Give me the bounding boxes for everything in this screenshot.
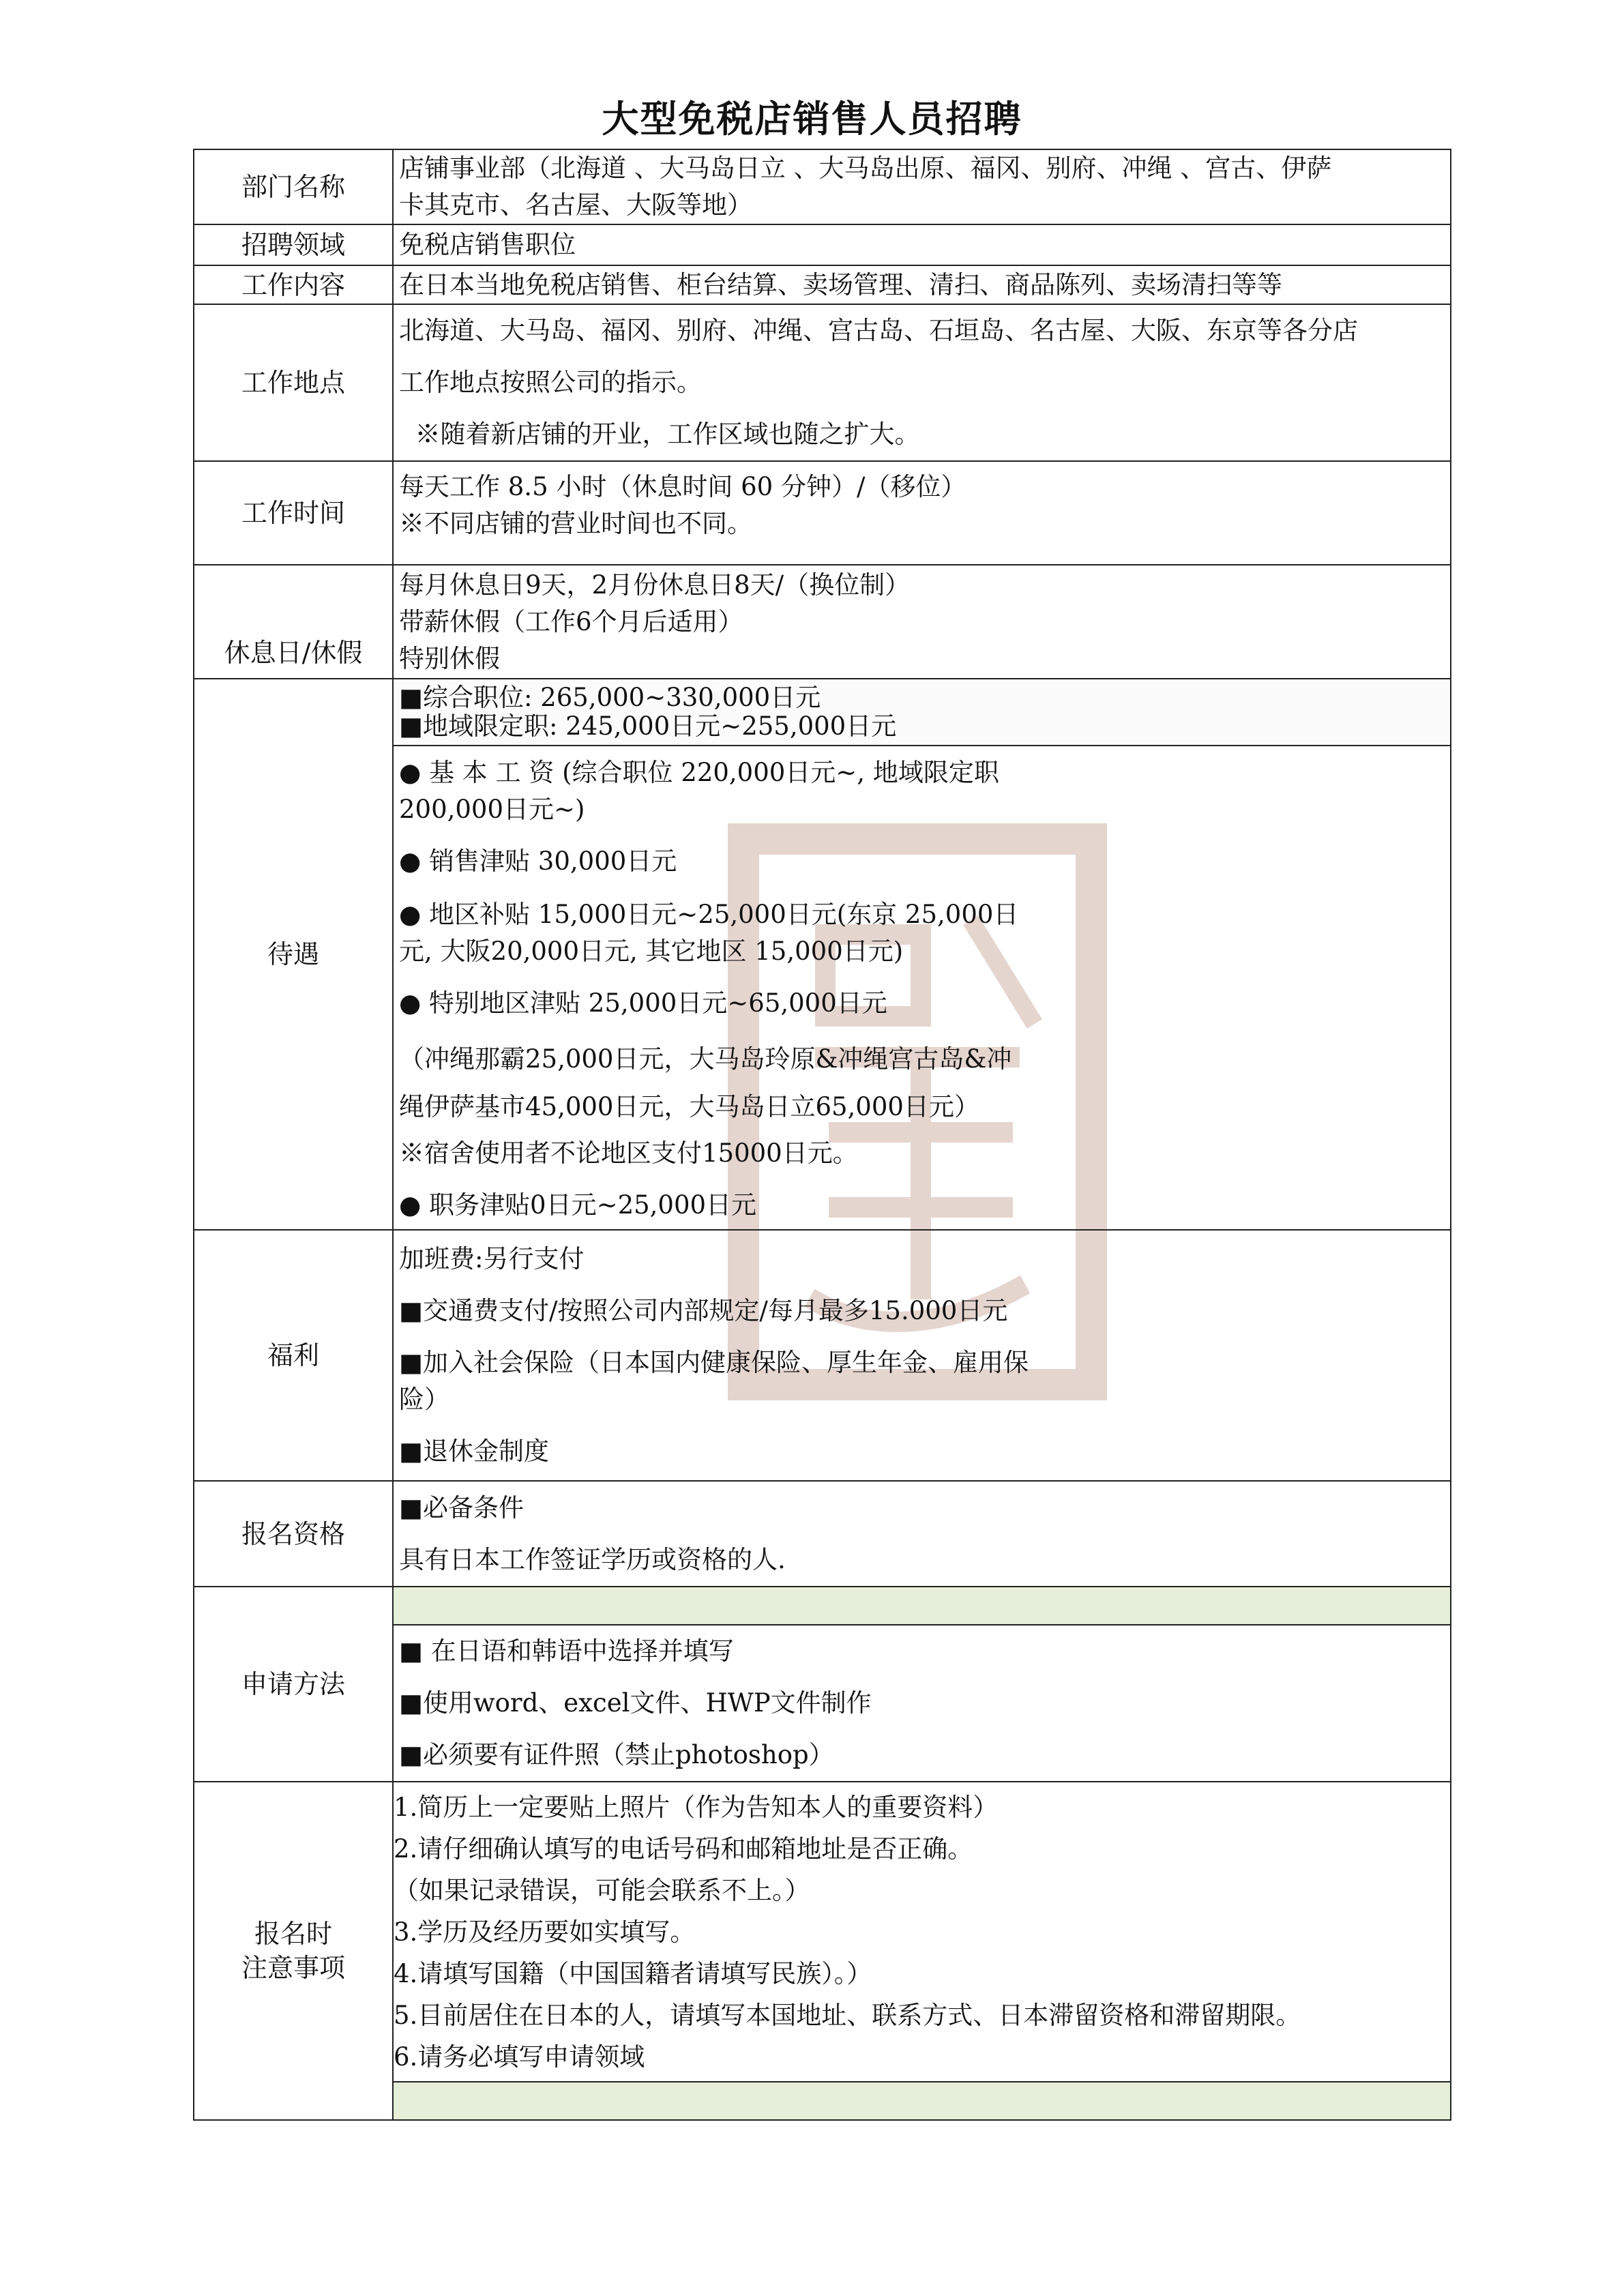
qualify-line: 具有日本工作签证学历或资格的人. — [399, 1544, 786, 1574]
content-value: 在日本当地免税店销售、柜台结算、卖场管理、清扫、商品陈列、卖场清扫等等 — [393, 265, 1451, 304]
welfare-label: 福利 — [194, 1230, 393, 1481]
recruitment-table — [193, 149, 1451, 2121]
row-dept — [194, 149, 1451, 224]
location-line: ※随着新店铺的开业，工作区域也随之扩大。 — [399, 420, 920, 449]
holiday-line: 带薪休假（工作6个月后适用） — [399, 606, 743, 636]
row-hours — [194, 461, 1451, 565]
notes-line: 6.请务必填写申请领域 — [394, 2042, 645, 2072]
pay-summary-line: ■地域限定职: 245,000日元~255,000日元 — [399, 711, 897, 741]
notes-line: 3.学历及经历要如实填写。 — [394, 1917, 696, 1947]
pay-item: ● 销售津贴 30,000日元 — [399, 847, 677, 876]
pay-item: ● 特别地区津贴 25,000日元~65,000日元 — [399, 988, 887, 1018]
page-title: 大型免税店销售人员招聘 — [602, 97, 1022, 141]
hours-line: ※不同店铺的营业时间也不同。 — [399, 509, 752, 538]
pay-detail — [393, 746, 1451, 1230]
dept-line: 店铺事业部（北海道 、大马岛日立 、大马岛出原、福冈、别府、冲绳 、宫古、伊萨 — [399, 153, 1332, 183]
pay-item: ● 基 本 工 资 (综合职位 220,000日元~, 地域限定职 200,000日元~) — [399, 758, 999, 824]
dept-line: 卡其克市、名古屋、大阪等地） — [399, 190, 752, 220]
notes-line: 4.请填写国籍（中国国籍者请填写民族）。） — [394, 1958, 872, 1988]
field-label: 招聘领域 — [194, 224, 393, 265]
notes-label-line: 注意事项 — [241, 1953, 345, 1983]
notes-label — [194, 1782, 393, 2120]
row-location — [194, 304, 1451, 461]
holiday-label: 休息日/休假 — [194, 565, 393, 679]
notes-line: 5.目前居住在日本的人，请填写本国地址、联系方式、日本滞留资格和滞留期限。 — [394, 2000, 1301, 2030]
holiday-value — [393, 565, 1451, 679]
notes-line: （如果记录错误，可能会联系不上。） — [394, 1875, 810, 1905]
hours-line: 每天工作 8.5 小时（休息时间 60 分钟）/（移位） — [399, 472, 966, 501]
welfare-item: ■交通费支付/按照公司内部规定/每月最多15.000日元 — [399, 1296, 1008, 1325]
pay-summary-line: ■综合职位: 265,000~330,000日元 — [399, 683, 821, 712]
row-pay-summary — [194, 679, 1451, 746]
row-content — [194, 265, 1451, 304]
notes-green-bar — [393, 2082, 1451, 2120]
pay-item: ● 职务津贴0日元~25,000日元 — [399, 1190, 757, 1220]
hours-label: 工作时间 — [194, 461, 393, 565]
row-field — [194, 224, 1451, 265]
location-line: 北海道、大马岛、福冈、别府、冲绳、宫古岛、石垣岛、名古屋、大阪、东京等各分店 — [399, 316, 1358, 345]
location-label: 工作地点 — [194, 304, 393, 461]
row-welfare — [194, 1230, 1451, 1481]
notes-line: 2.请仔细确认填写的电话号码和邮箱地址是否正确。 — [394, 1834, 973, 1864]
dept-label: 部门名称 — [194, 149, 393, 224]
apply-line: ■ 在日语和韩语中选择并填写 — [399, 1636, 734, 1666]
qualify-value — [393, 1481, 1451, 1587]
qualify-label: 报名资格 — [194, 1481, 393, 1587]
row-apply-top — [194, 1587, 1451, 1625]
welfare-value — [393, 1230, 1451, 1481]
welfare-item: 加班费:另行支付 — [399, 1244, 585, 1274]
holiday-line: 每月休息日9天，2月份休息日8天/（换位制） — [399, 570, 911, 600]
pay-item: （冲绳那霸25,000日元，大马岛玲原&冲绳宫古岛&冲绳伊萨基市45,000日元，大马岛日立65,000日元） — [399, 1044, 1012, 1121]
apply-line: ■使用word、excel文件、HWP文件制作 — [399, 1688, 872, 1718]
pay-item: ※宿舍使用者不论地区支付15000日元。 — [399, 1138, 858, 1168]
dept-value — [393, 149, 1451, 224]
qualify-line: ■必备条件 — [399, 1492, 524, 1522]
field-value: 免税店销售职位 — [393, 224, 1451, 265]
welfare-item: ■退休金制度 — [399, 1437, 549, 1466]
notes-line: 1.简历上一定要贴上照片（作为告知本人的重要资料） — [394, 1792, 999, 1822]
apply-label: 申请方法 — [194, 1587, 393, 1782]
hours-value — [393, 461, 1451, 565]
welfare-item: ■加入社会保险（日本国内健康保险、厚生年金、雇用保险） — [399, 1348, 1029, 1414]
row-qualify — [194, 1481, 1451, 1587]
content-label: 工作内容 — [194, 265, 393, 304]
apply-line: ■必须要有证件照（禁止photoshop） — [399, 1740, 834, 1769]
apply-value — [393, 1625, 1451, 1782]
location-line: 工作地点按照公司的指示。 — [399, 368, 702, 397]
notes-label-line: 报名时 — [254, 1919, 332, 1949]
pay-item: ● 地区补贴 15,000日元~25,000日元(东京 25,000日元, 大阪20,000日元, 其它地区 15,000日元) — [399, 900, 1019, 966]
notes-value — [393, 1782, 1451, 2082]
row-holiday — [194, 565, 1451, 679]
pay-label: 待遇 — [194, 679, 393, 1230]
row-notes — [194, 1782, 1451, 2082]
apply-green-bar — [393, 1587, 1451, 1625]
holiday-line: 特别休假 — [399, 643, 500, 673]
location-value — [393, 304, 1451, 461]
pay-summary — [393, 679, 1451, 746]
